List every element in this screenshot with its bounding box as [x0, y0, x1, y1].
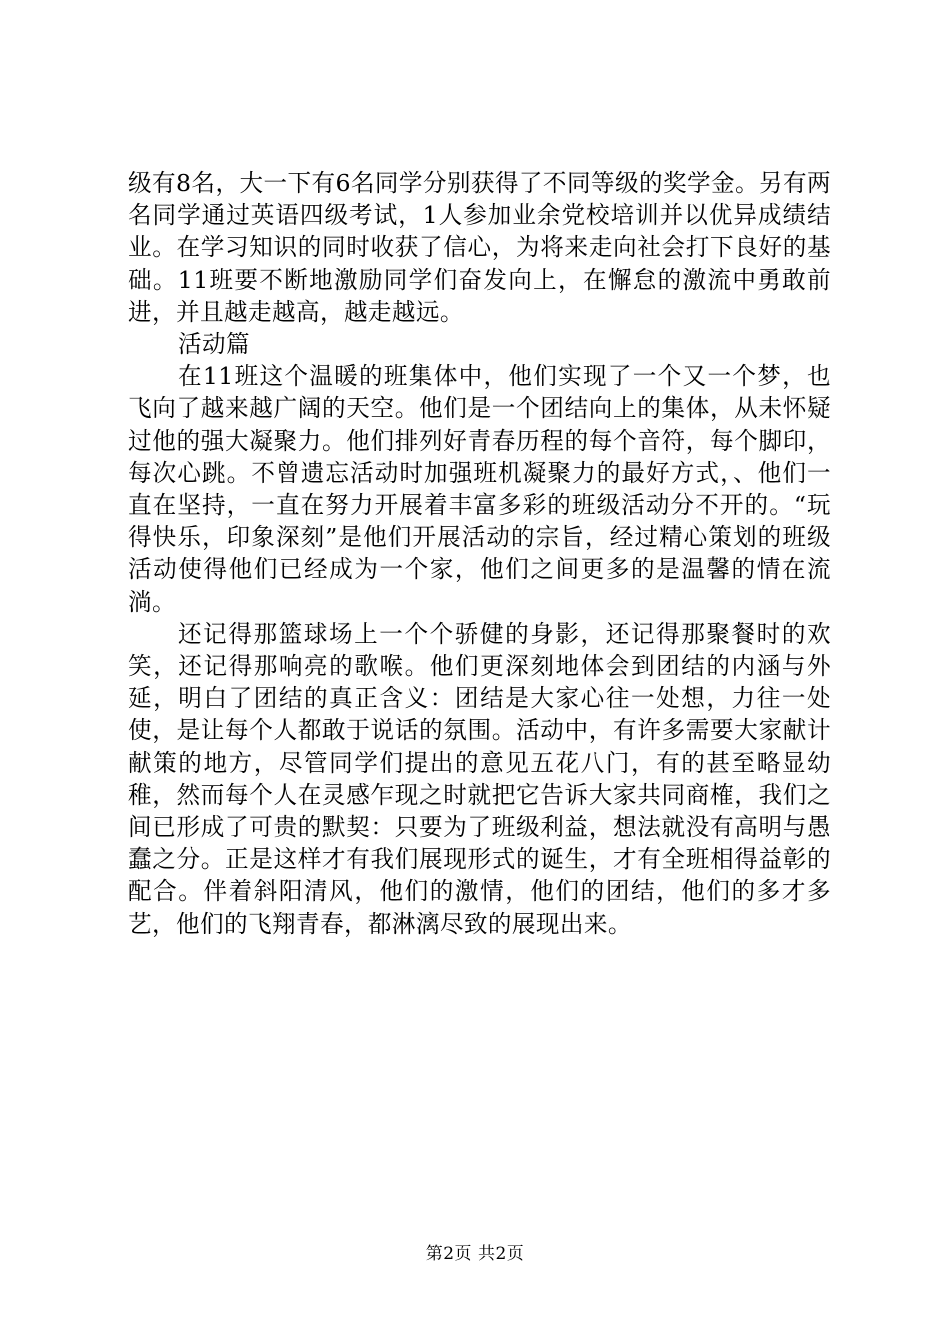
document-body: [128, 167, 831, 940]
paragraph-memories: 还记得那篮球场上一个个骄健的身影，还记得那聚餐时的欢笑，还记得那响亮的歌喉。他们更深刻地体会到团结的内涵与外延，明白了团结的真正含义：团结是大家心往一处想，力往一处使，是让每个人都敢于说话的氛围。活动中，有许多需要大家献计献策的地方，尽管同学们提出的意见五花八门，有的甚至略显幼稚，然而每个人在灵感乍现之时就把它告诉大家共同商榷，我们之间已形成了可贵的默契：只要为了班级利益，想法就没有高明与愚蠢之分。正是这样才有我们展现形式的诞生，才有全班相得益彰的配合。伴着斜阳清风，他们的激情，他们的团结，他们的多才多艺，他们的飞翔青春，都淋漓尽致的展现出来。: [128, 619, 831, 938]
page-footer: 第2页 共2页: [425, 1244, 525, 1264]
section-heading-activities: 活动篇: [178, 330, 250, 359]
paragraph-scholarship: 级有8名，大一下有6名同学分别获得了不同等级的奖学金。另有两名同学通过英语四级考试，1人参加业余党校培训并以优异成绩结业。在学习知识的同时收获了信心，为将来走向社会打下良好的基础。11班要不断地激励同学们奋发向上，在懈怠的激流中勇敢前进，并且越走越高，越走越远。: [128, 169, 831, 326]
paragraph-class-collective: 在11班这个温暖的班集体中，他们实现了一个又一个梦，也飞向了越来越广阔的天空。他们是一个团结向上的集体，从未怀疑过他的强大凝聚力。他们排列好青春历程的每个音符，每个脚印，每次心跳。不曾遗忘活动时加强班机凝聚力的最好方式，、他们一直在坚持，一直在努力开展着丰富多彩的班级活动分不开的。“玩得快乐，印象深刻”是他们开展活动的宗旨，经过精心策划的班级活动使得他们已经成为一个家，他们之间更多的是温馨的情在流淌。: [128, 362, 831, 616]
